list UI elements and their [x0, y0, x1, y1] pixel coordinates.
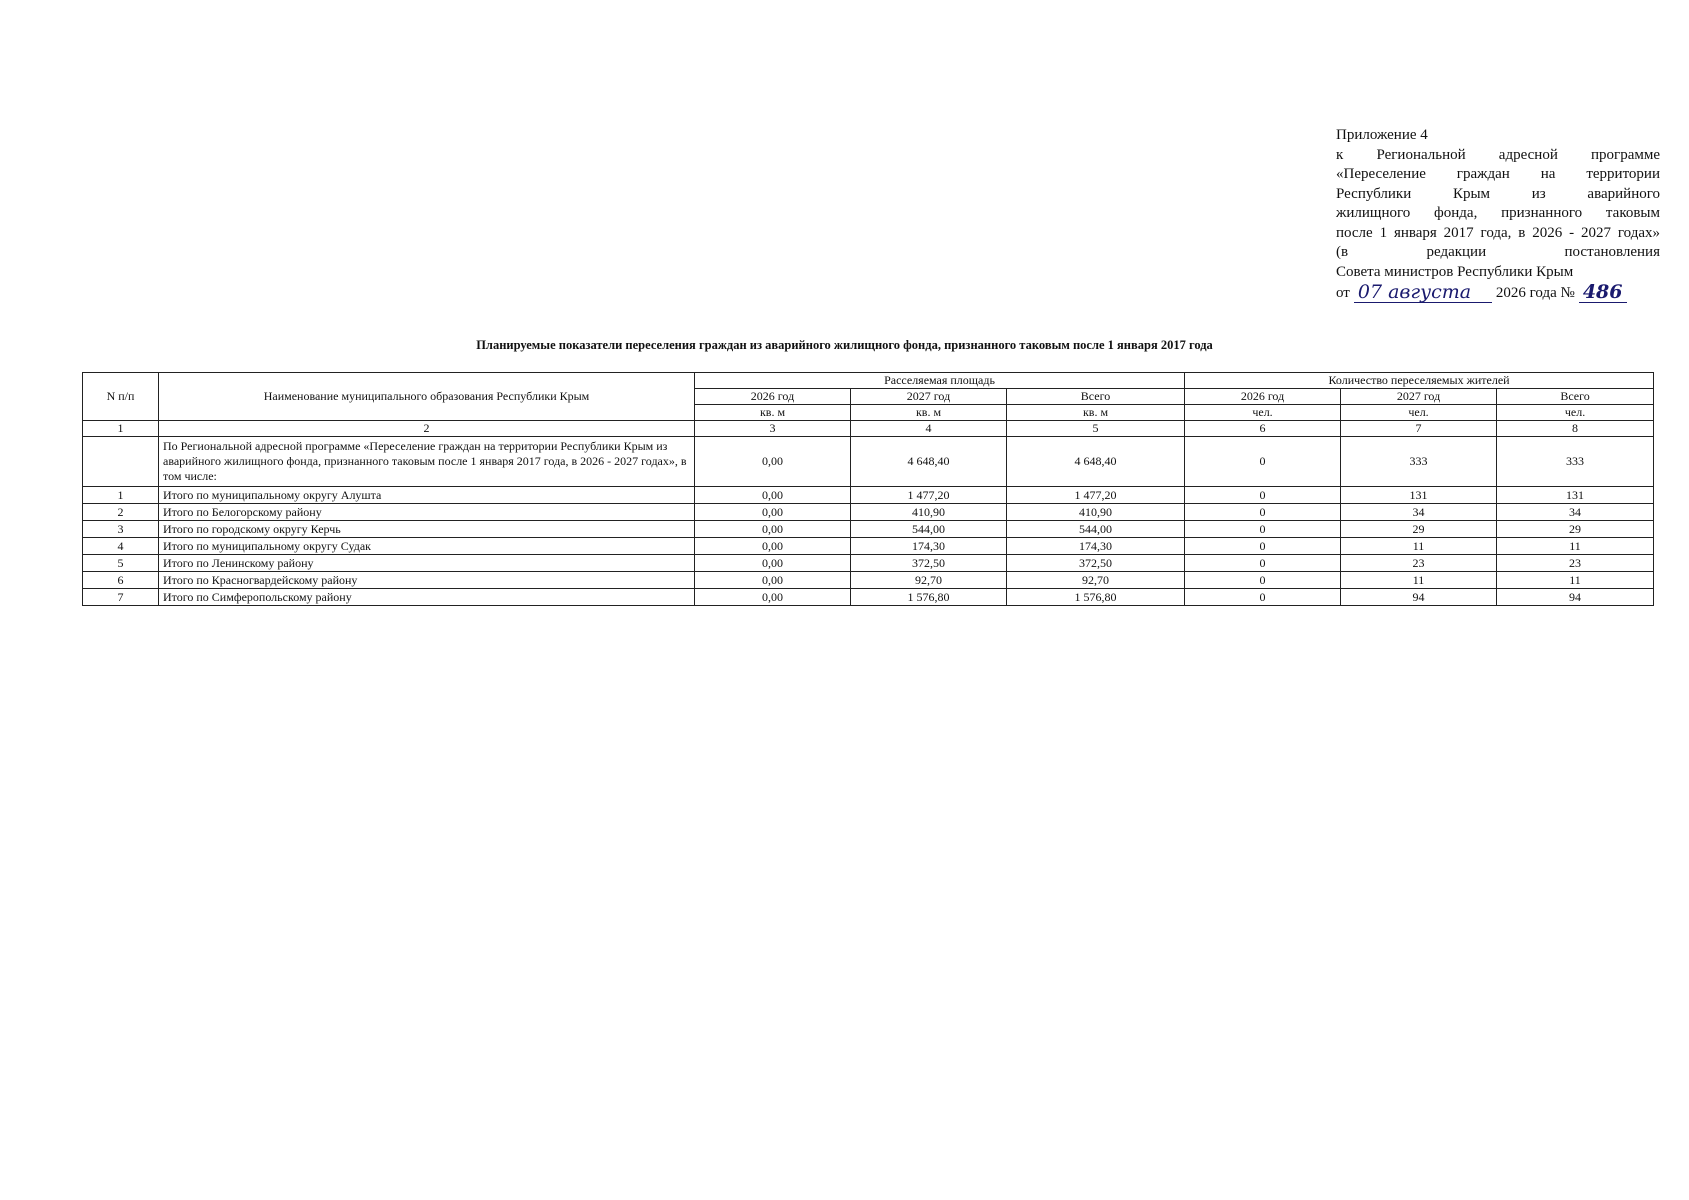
header-name: Наименование муниципального образования Республики Крым [159, 373, 695, 421]
cell-res-total: 11 [1497, 572, 1654, 589]
cell-res-2026: 0 [1185, 521, 1341, 538]
cell-name: Итого по муниципальному округу Судак [159, 538, 695, 555]
cell-num: 3 [83, 521, 159, 538]
cell-res-2027: 131 [1341, 487, 1497, 504]
cell-num: 5 [83, 555, 159, 572]
cell-res-2026: 0 [1185, 487, 1341, 504]
total-row [83, 437, 1654, 487]
unit-area-2026: кв. м [695, 405, 851, 421]
col-number: 5 [1007, 421, 1185, 437]
cell-area-2027: 410,90 [851, 504, 1007, 521]
cell-res-2027: 11 [1341, 572, 1497, 589]
cell-name: Итого по Симферопольскому району [159, 589, 695, 606]
resolution-reference [1336, 282, 1660, 303]
cell-res-2026: 0 [1185, 437, 1341, 487]
cell-area-2027: 544,00 [851, 521, 1007, 538]
table-row [83, 538, 1654, 555]
col-number: 3 [695, 421, 851, 437]
cell-res-total: 131 [1497, 487, 1654, 504]
cell-res-2026: 0 [1185, 555, 1341, 572]
cell-res-2027: 11 [1341, 538, 1497, 555]
appendix-line: жилищного фонда, признанного таковым [1336, 205, 1660, 221]
cell-area-2027: 372,50 [851, 555, 1007, 572]
year-number-label: 2026 года № [1495, 284, 1575, 301]
cell-area-total: 92,70 [1007, 572, 1185, 589]
cell-res-total: 29 [1497, 521, 1654, 538]
from-label: от [1336, 284, 1350, 301]
cell-area-2027: 174,30 [851, 538, 1007, 555]
cell-num: 4 [83, 538, 159, 555]
appendix-line: Приложение 4 [1336, 127, 1428, 143]
cell-area-2026: 0,00 [695, 538, 851, 555]
unit-area-total: кв. м [1007, 405, 1185, 421]
header-area-2026: 2026 год [695, 389, 851, 405]
cell-area-2026: 0,00 [695, 487, 851, 504]
unit-area-2027: кв. м [851, 405, 1007, 421]
cell-name: Итого по городскому округу Керчь [159, 521, 695, 538]
cell-area-total: 544,00 [1007, 521, 1185, 538]
cell-num: 1 [83, 487, 159, 504]
resettlement-table [82, 372, 1654, 606]
document-title: Планируемые показатели переселения граждан из аварийного жилищного фонда, признанного таковым после 1 января 2017 года [476, 338, 1213, 352]
header-res-2026: 2026 год [1185, 389, 1341, 405]
table-row [83, 504, 1654, 521]
handwritten-date: 07 августа [1354, 282, 1492, 303]
col-number: 4 [851, 421, 1007, 437]
appendix-block [1336, 126, 1660, 303]
cell-res-2026: 0 [1185, 504, 1341, 521]
cell-area-2027: 92,70 [851, 572, 1007, 589]
cell-area-total: 4 648,40 [1007, 437, 1185, 487]
cell-area-total: 1 477,20 [1007, 487, 1185, 504]
cell-res-2027: 333 [1341, 437, 1497, 487]
cell-res-total: 11 [1497, 538, 1654, 555]
cell-res-total: 34 [1497, 504, 1654, 521]
header-group-residents: Количество переселяемых жителей [1185, 373, 1654, 389]
appendix-line: к Региональной адресной программе [1336, 146, 1660, 163]
cell-res-2027: 29 [1341, 521, 1497, 538]
cell-res-2027: 94 [1341, 589, 1497, 606]
col-number: 1 [83, 421, 159, 437]
appendix-line: Совета министров Республики Крым [1336, 263, 1574, 280]
cell-res-total: 94 [1497, 589, 1654, 606]
cell-area-total: 174,30 [1007, 538, 1185, 555]
cell-num: 6 [83, 572, 159, 589]
col-number: 8 [1497, 421, 1654, 437]
cell-area-total: 372,50 [1007, 555, 1185, 572]
header-area-2027: 2027 год [851, 389, 1007, 405]
appendix-line: «Переселение граждан на территории [1336, 166, 1660, 182]
appendix-line: (в редакции постановления [1336, 244, 1660, 260]
col-number: 2 [159, 421, 695, 437]
cell-res-2026: 0 [1185, 572, 1341, 589]
cell-area-total: 1 576,80 [1007, 589, 1185, 606]
cell-name: Итого по Ленинскому району [159, 555, 695, 572]
cell-name: По Региональной адресной программе «Переселение граждан на территории Республики Крым из аварийного жилищного фонда, признанного таковым после 1 января 2017 года, в 2026 - 2027 годах», в том числе: [159, 437, 695, 487]
cell-num: 7 [83, 589, 159, 606]
header-res-total: Всего [1497, 389, 1654, 405]
cell-area-2027: 1 576,80 [851, 589, 1007, 606]
header-group-area: Расселяемая площадь [695, 373, 1185, 389]
unit-res-2027: чел. [1341, 405, 1497, 421]
cell-name: Итого по Белогорскому району [159, 504, 695, 521]
cell-area-2026: 0,00 [695, 555, 851, 572]
cell-area-2026: 0,00 [695, 437, 851, 487]
cell-num: 2 [83, 504, 159, 521]
table-row [83, 521, 1654, 538]
cell-res-total: 333 [1497, 437, 1654, 487]
table-row [83, 555, 1654, 572]
cell-name: Итого по Красногвардейскому району [159, 572, 695, 589]
cell-area-2026: 0,00 [695, 589, 851, 606]
cell-res-total: 23 [1497, 555, 1654, 572]
col-number: 7 [1341, 421, 1497, 437]
header-res-2027: 2027 год [1341, 389, 1497, 405]
unit-res-2026: чел. [1185, 405, 1341, 421]
cell-name: Итого по муниципальному округу Алушта [159, 487, 695, 504]
table-row [83, 572, 1654, 589]
unit-res-total: чел. [1497, 405, 1654, 421]
cell-area-2026: 0,00 [695, 504, 851, 521]
cell-area-2027: 4 648,40 [851, 437, 1007, 487]
handwritten-number: 486 [1579, 282, 1627, 303]
cell-res-2026: 0 [1185, 589, 1341, 606]
cell-area-2026: 0,00 [695, 572, 851, 589]
header-area-total: Всего [1007, 389, 1185, 405]
column-number-row [83, 421, 1654, 437]
cell-res-2027: 23 [1341, 555, 1497, 572]
cell-area-2027: 1 477,20 [851, 487, 1007, 504]
cell-area-total: 410,90 [1007, 504, 1185, 521]
col-number: 6 [1185, 421, 1341, 437]
table-row [83, 589, 1654, 606]
header-num: N п/п [83, 373, 159, 421]
cell-res-2027: 34 [1341, 504, 1497, 521]
cell-area-2026: 0,00 [695, 521, 851, 538]
appendix-line: после 1 января 2017 года, в 2026 - 2027 годах» [1336, 224, 1660, 241]
appendix-line: Республики Крым из аварийного [1336, 185, 1660, 202]
cell-res-2026: 0 [1185, 538, 1341, 555]
cell-num [83, 437, 159, 487]
table-row [83, 487, 1654, 504]
